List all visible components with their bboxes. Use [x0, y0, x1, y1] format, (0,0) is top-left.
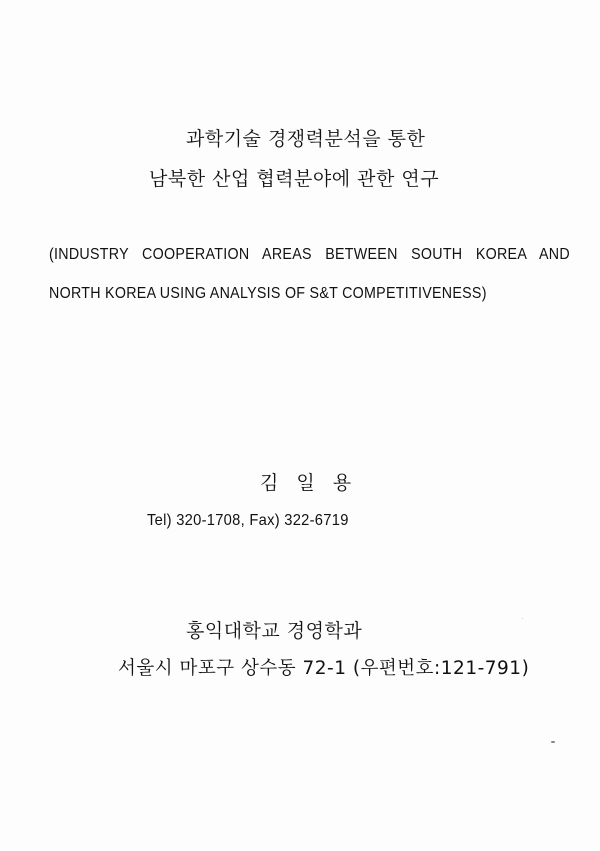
author-affiliation: 홍익대학교 경영학과 — [186, 620, 363, 642]
korean-title-line-2: 남북한 산업 협력분야에 관한 연구 — [149, 168, 440, 190]
scan-speck — [551, 741, 555, 743]
author-contact: Tel) 320-1708, Fax) 322-6719 — [147, 512, 349, 529]
author-name: 김 일 용 — [260, 472, 358, 494]
english-title-line-2: NORTH KOREA USING ANALYSIS OF S&T COMPETITIVENESS) — [49, 285, 487, 302]
author-address: 서울시 마포구 상수동 72-1 (우편번호:121-791) — [118, 658, 530, 679]
scan-speck — [522, 618, 523, 619]
english-title-line-1: (INDUSTRY COOPERATION AREAS BETWEEN SOUTH KOREA AND — [49, 246, 570, 263]
korean-title-line-1: 과학기술 경쟁력분석을 통한 — [186, 128, 426, 150]
